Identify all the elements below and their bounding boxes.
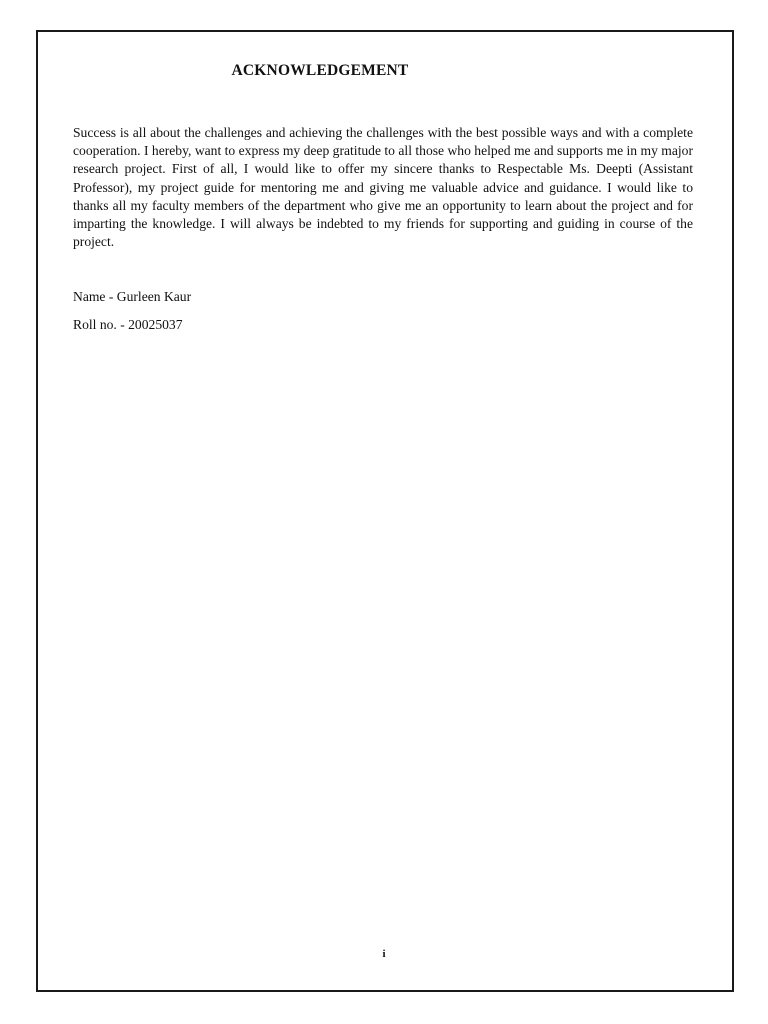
roll-number: Roll no. - 20025037 xyxy=(73,317,183,332)
page-title: ACKNOWLEDGEMENT xyxy=(231,62,409,79)
acknowledgement-paragraph: Success is all about the challenges and achieving the challenges with the best possible ways and with a complete cooperation. I hereby, want to express my deep gratitude to all those who helped me and supports me in my major research project. First of all, I would like to offer my sincere thanks to Respectable Ms. Deepti (Assistant Professor), my project guide for mentoring me and giving me valuable advice and guidance. I would like to thanks all my faculty members of the department who give me an opportunity to learn about the project and for imparting the knowledge. I will always be indebted to my friends for supporting and guiding in course of the project. xyxy=(73,125,693,250)
page-number: i xyxy=(382,948,386,960)
author-name: Name - Gurleen Kaur xyxy=(73,289,192,304)
